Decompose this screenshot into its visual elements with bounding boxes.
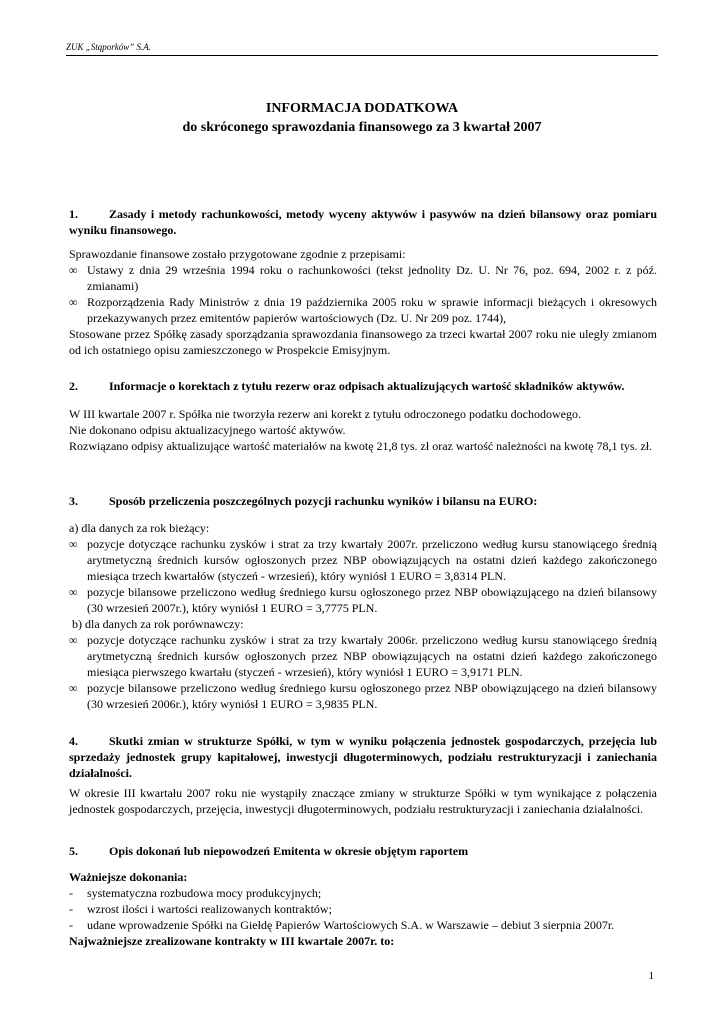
section-4-heading (69, 733, 657, 781)
paragraph: Nie dokonano odpisu aktualizacyjnego wartość aktywów. (69, 423, 346, 437)
section-1-intro: Sprawozdanie finansowe zostało przygotowane zgodnie z przepisami: (69, 247, 406, 261)
infinity-bullet-icon: ∞ (69, 263, 78, 277)
list-item: ∞ Rozporządzenia Rady Ministrów z dnia 19 października 2005 roku w sprawie informacji bieżących i okresowych przekazywanych przez emitentów papierów wartościowych (Dz. U. Nr 209 poz. 1744), (69, 295, 657, 325)
page-number: 1 (648, 970, 654, 982)
dash-bullet: - (69, 886, 73, 900)
infinity-bullet-icon: ∞ (69, 537, 78, 551)
list-item: ∞ pozycje bilansowe przeliczono według średniego kursu ogłoszonego przez NBP obowiązującego na dzień bilansowy (30 wrzesień 2006r.), który wyniósł 1 EURO = 3,9835 PLN. (69, 681, 657, 711)
section-1-outro: Stosowane przez Spółkę zasady sporządzania sprawozdania finansowego za trzeci kwartał 2007 roku nie uległy zmianom od ich ostatniego opisu zamieszczonego w Prospekcie Emisyjnym. (69, 327, 657, 357)
dash-bullet: - (69, 902, 73, 916)
section-5-subheading: Ważniejsze dokonania: (69, 870, 188, 884)
section-3-a-label: a) dla danych za rok bieżący: (69, 521, 210, 535)
section-3-b-label: b) dla danych za rok porównawczy: (69, 617, 244, 631)
header-rule (66, 55, 658, 56)
section-3-body (69, 520, 657, 712)
paragraph: Rozwiązano odpisy aktualizujące wartość materiałów na kwotę 21,8 tys. zł oraz wartość należności na kwotę 78,1 tys. zł. (69, 439, 653, 453)
section-5-body (69, 869, 657, 949)
section-2-title: Informacje o korektach z tytułu rezerw oraz odpisach aktualizujących wartość składników aktywów. (109, 379, 625, 393)
section-5-heading (69, 843, 657, 859)
infinity-bullet-icon: ∞ (69, 681, 78, 695)
section-2-body (69, 406, 657, 454)
section-4-title: Skutki zmian w strukturze Spółki, w tym w wyniku połączenia jednostek gospodarczych, przejęcia lub sprzedaży jednostek grupy kapitałowej, inwestycji długoterminowych, podziału restrukturyzacji i zaniechania działalności. (69, 734, 657, 780)
section-3-heading (69, 493, 657, 509)
section-1-body (69, 246, 657, 358)
section-3-title: Sposób przeliczenia poszczególnych pozycji rachunku wyników i bilansu na EURO: (109, 494, 538, 508)
section-5-subheading-contracts: Najważniejsze zrealizowane kontrakty w III kwartale 2007r. to: (69, 934, 395, 948)
list-item: - systematyczna rozbudowa mocy produkcyjnych; (69, 886, 322, 900)
section-4-text: W okresie III kwartału 2007 roku nie wystąpiły znaczące zmiany w strukturze Spółki w tym wynikające z połączenia jednostek gospodarczych, przejęcia, inwestycji długoterminowych, podziału restrukturyzacji i zaniechania działalności. (69, 786, 657, 816)
document-title: INFORMACJA DODATKOWA (265, 101, 459, 116)
infinity-bullet-icon: ∞ (69, 295, 78, 309)
document-subtitle: do skróconego sprawozdania finansowego za 3 kwartał 2007 (182, 120, 542, 135)
section-5-title: Opis dokonań lub niepowodzeń Emitenta w okresie objętym raportem (109, 844, 469, 858)
list-item: ∞ pozycje dotyczące rachunku zysków i strat za trzy kwartały 2007r. przeliczono według kursu stanowiącego średnią arytmetyczną średnich kursów ogłoszonych przez NBP obowiązujących na ostatni dzień każdego zakończonego miesiąca trzech kwartałów (styczeń - wrzesień), który wyniósł 1 EURO = 3,8314 PLN. (69, 537, 657, 583)
list-item: - udane wprowadzenie Spółki na Giełdę Papierów Wartościowych S.A. w Warszawie – debiut 3 sierpnia 2007r. (69, 918, 615, 932)
section-2-number: 2. (69, 379, 78, 393)
section-4-number: 4. (69, 734, 78, 748)
list-item: - wzrost ilości i wartości realizowanych kontraktów; (69, 902, 332, 916)
header-company: ZUK „Stąporków” S.A. (66, 42, 152, 52)
infinity-bullet-icon: ∞ (69, 633, 78, 647)
list-item: ∞ Ustawy z dnia 29 września 1994 roku o rachunkowości (tekst jednolity Dz. U. Nr 76, poz. 694, 2002 r. z póź. zmianami) (69, 263, 657, 293)
section-1-title: Zasady i metody rachunkowości, metody wyceny aktywów i pasywów na dzień bilansowy oraz pomiaru wyniku finansowego. (69, 207, 657, 237)
section-1-number: 1. (69, 207, 78, 221)
list-item: ∞ pozycje bilansowe przeliczono według średniego kursu ogłoszonego przez NBP obowiązującego na dzień bilansowy (30 wrzesień 2007r.), który wyniósł 1 EURO = 3,7775 PLN. (69, 585, 657, 615)
infinity-bullet-icon: ∞ (69, 585, 78, 599)
list-item: ∞ pozycje dotyczące rachunku zysków i strat za trzy kwartały 2006r. przeliczono według kursu stanowiącego średnią arytmetyczną średnich kursów ogłoszonych przez NBP obowiązujących na ostatni dzień każdego zakończonego miesiąca pierwszego kwartału (styczeń - wrzesień), który wyniósł 1 EURO = 3,9171 PLN. (69, 633, 657, 679)
dash-bullet: - (69, 918, 73, 932)
section-5-number: 5. (69, 844, 78, 858)
section-2-heading (69, 378, 657, 394)
section-1-heading (69, 206, 657, 238)
section-3-number: 3. (69, 494, 78, 508)
paragraph: W III kwartale 2007 r. Spółka nie tworzyła rezerw ani korekt z tytułu odroczonego podatku dochodowego. (69, 407, 581, 421)
